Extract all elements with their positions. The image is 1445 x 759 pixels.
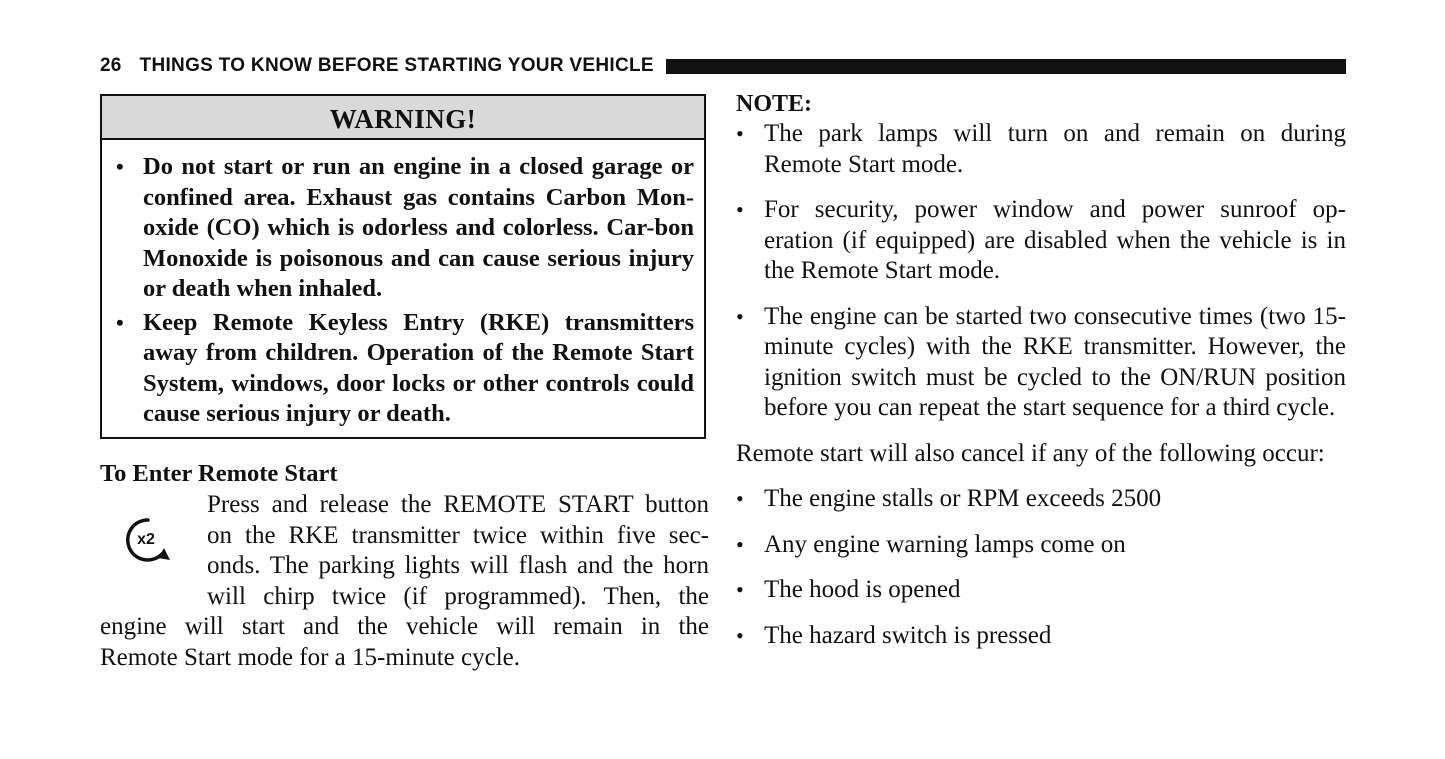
- cancel-list: [736, 484, 1346, 651]
- warning-item: [116, 152, 694, 305]
- bullet-icon: •: [116, 309, 124, 335]
- bullet-icon: •: [736, 121, 744, 146]
- warning-item: [116, 308, 694, 430]
- text-line: on the RKE transmitter twice within five sec-: [207, 521, 709, 549]
- note-label: NOTE:: [736, 91, 813, 117]
- warning-item-text: Keep Remote Keyless Entry (RKE) transmitters away from children. Operation of the Remote Start System, windows, door locks or other controls could cause serious injury or death.: [143, 308, 694, 427]
- text-line: onds. The parking lights will flash and the horn: [207, 552, 709, 579]
- section-title: THINGS TO KNOW BEFORE STARTING YOUR VEHICLE: [139, 55, 654, 76]
- note-item: [736, 302, 1346, 424]
- bullet-icon: •: [116, 154, 124, 179]
- cancel-item-text: The hood is opened: [764, 576, 961, 603]
- enter-remote-start-text-full: [100, 612, 709, 673]
- cancel-item: [736, 530, 1346, 561]
- bullet-icon: •: [736, 197, 744, 222]
- note-item-text: The park lamps will turn on and remain on during Remote Start mode.: [764, 120, 1346, 178]
- note-item-text: For security, power window and power sunroof op-eration (if equipped) are disabled when the vehicle is in the Remote Start mode.: [764, 196, 1346, 284]
- bullet-icon: •: [736, 622, 744, 648]
- note-list: [736, 119, 1346, 424]
- cancel-item: [736, 575, 1346, 606]
- text-line: Remote Start mode for a 15-minute cycle.: [100, 643, 521, 671]
- cancel-intro: Remote start will also cancel if any of the following occur:: [736, 439, 1325, 467]
- text-line: Press and release the REMOTE START button: [207, 491, 709, 518]
- warning-item-text: Do not start or run an engine in a closed garage or confined area. Exhaust gas contains Carbon Mon-oxide (CO) which is odorless and colorless. Car-bon Monoxide is poisonous and can cause serious injury or death when inhaled.: [143, 153, 694, 302]
- warning-title-bar: [102, 96, 704, 140]
- right-column: [736, 89, 1346, 666]
- cancel-item: [736, 484, 1346, 515]
- warning-box: [100, 94, 706, 439]
- note-item: [736, 119, 1346, 180]
- note-item-text: The engine can be started two consecutive times (two 15-minute cycles) with the RKE transmitter. However, the ignition switch must be cycled to the ON/RUN position before you can repeat the start sequence for a third cycle.: [764, 302, 1346, 421]
- warning-title: WARNING!: [329, 103, 477, 134]
- bullet-icon: •: [736, 303, 744, 329]
- enter-remote-start-text-indented: [207, 490, 709, 612]
- page-header: [100, 54, 1346, 78]
- cancel-item-text: The hazard switch is pressed: [764, 621, 1052, 649]
- note-item: [736, 195, 1346, 287]
- text-line: engine will start and the vehicle will remain in the: [100, 613, 709, 640]
- press-twice-icon: [118, 514, 174, 566]
- enter-remote-start-heading: To Enter Remote Start: [100, 460, 338, 487]
- header-rule: [666, 59, 1346, 74]
- cancel-item-text: The engine stalls or RPM exceeds 2500: [764, 485, 1162, 512]
- bullet-icon: •: [736, 531, 744, 557]
- cancel-item: [736, 621, 1346, 652]
- press-twice-icon-label: x2: [137, 531, 155, 548]
- warning-list: [102, 140, 704, 430]
- text-line: will chirp twice (if programmed). Then, the: [207, 582, 709, 610]
- cancel-item-text: Any engine warning lamps come on: [764, 530, 1126, 558]
- bullet-icon: •: [736, 486, 744, 511]
- page-number: 26: [100, 55, 122, 76]
- bullet-icon: •: [736, 577, 744, 602]
